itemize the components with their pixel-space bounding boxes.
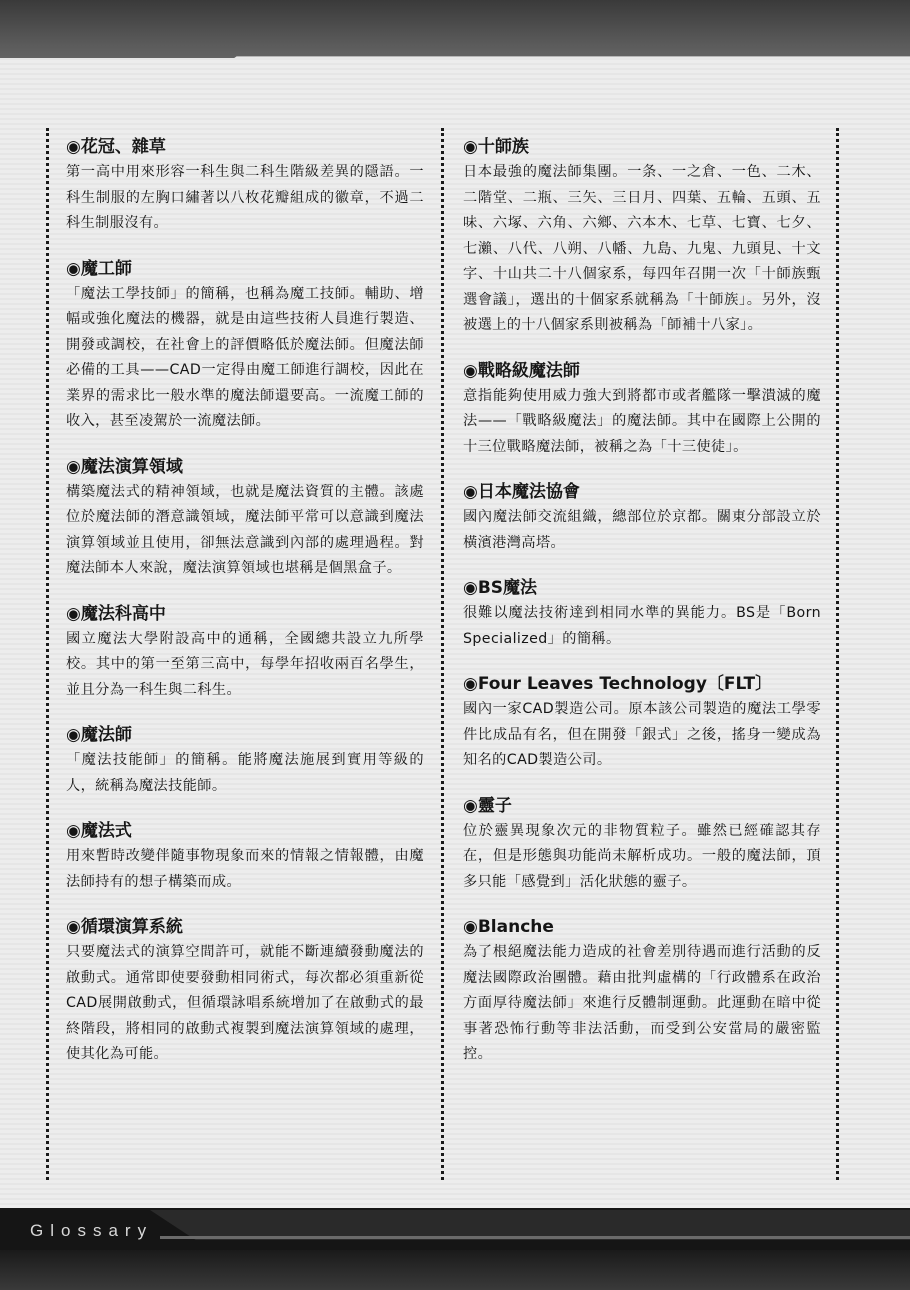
entry-description: 只要魔法式的演算空間許可，就能不斷連續發動魔法的啟動式。通常即使要發動相同術式，每次都必須重新從CAD展開啟動式，但循環詠唱系統增加了在啟動式的最終階段，將相同的啟動式複製到魔法演算領域的處理，使其化為可能。 (66, 944, 424, 1062)
glossary-entry (66, 724, 424, 799)
entry-description: 日本最強的魔法師集團。一条、一之倉、一色、二木、二階堂、二瓶、三矢、三日月、四葉、五輪、五頭、五味、六塚、六角、六鄉、六本木、七草、七寶、七夕、七瀨、八代、八朔、八幡、九島、九鬼、九頭見、十文字、十山共二十八個家系，每四年召開一次「十師族甄選會議」，選出的十個家系就稱為「十師族」。另外，沒被選上的十八個家系則被稱為「師補十八家」。 (463, 164, 821, 333)
entry-term: ◉戰略級魔法師 (463, 360, 580, 381)
glossary-entry (463, 360, 821, 461)
entry-description: 很難以魔法技術達到相同水準的異能力。BS是「Born Specialized」的簡稱。 (463, 605, 821, 647)
entry-description: 位於靈異現象次元的非物質粒子。雖然已經確認其存在，但是形態與功能尚未解析成功。一般的魔法師，頂多只能「感覺到」活化狀態的靈子。 (463, 822, 821, 890)
glossary-entry (66, 258, 424, 435)
glossary-entry (463, 916, 821, 1068)
entry-term: ◉魔工師 (66, 258, 132, 279)
entry-description: 第一高中用來形容一科生與二科生階級差異的隱語。一科生制服的左胸口繡著以八枚花瓣組成的徽章，不過二科生制服沒有。 (66, 164, 424, 231)
glossary-entry (463, 795, 821, 896)
dotted-rule-middle (441, 128, 444, 1180)
glossary-entry (463, 136, 821, 339)
entry-term: ◉日本魔法協會 (463, 482, 580, 502)
entry-term: ◉Blanche (463, 917, 554, 937)
entry-term: ◉花冠、雜草 (66, 137, 166, 157)
entry-description: 意指能夠使用威力強大到將都市或者艦隊一擊潰滅的魔法——「戰略級魔法」的魔法師。其中在國際上公開的十三位戰略魔法師，被稱之為「十三使徒」。 (463, 387, 821, 455)
glossary-entry (463, 673, 821, 774)
entry-description: 「魔法技能師」的簡稱。能將魔法施展到實用等級的人，統稱為魔法技能師。 (66, 752, 424, 794)
entry-description: 為了根絕魔法能力造成的社會差別待遇而進行活動的反魔法國際政治團體。藉由批判虛構的「行政體系在政治方面厚待魔法師」來進行反體制運動。此運動在暗中從事著恐怖行動等非法活動，而受到公安當局的嚴密監控。 (463, 944, 821, 1062)
entry-term: ◉魔法科高中 (66, 603, 166, 624)
entry-term: ◉Four Leaves Technology〔FLT〕 (463, 674, 773, 694)
glossary-column-left (66, 136, 424, 1089)
entry-term: ◉魔法演算領域 (66, 456, 183, 477)
entry-term: ◉BS魔法 (463, 578, 538, 598)
glossary-entry (463, 577, 821, 652)
footer-glossary-label: Glossary (30, 1221, 154, 1240)
glossary-column-right (463, 136, 821, 1089)
glossary-entry (66, 916, 424, 1068)
entry-description: 構築魔法式的精神領域，也就是魔法資質的主體。該處位於魔法師的潛意識領域，魔法師平常可以意識到魔法演算領域並且使用，卻無法意識到內部的處理過程。對魔法師本人來說，魔法演算領域也堪稱是個黑盒子。 (66, 483, 424, 576)
entry-term: ◉魔法師 (66, 725, 132, 745)
footer-bottom (0, 1250, 910, 1290)
entry-term: ◉魔法式 (66, 821, 132, 841)
dotted-rule-right (836, 128, 839, 1180)
entry-term: ◉循環演算系統 (66, 917, 183, 937)
entry-description: 用來暫時改變伴隨事物現象而來的情報之情報體，由魔法師持有的想子構築而成。 (66, 848, 424, 890)
glossary-entry (66, 603, 424, 704)
glossary-entry (66, 136, 424, 237)
glossary-entry (463, 481, 821, 556)
glossary-entry (66, 456, 424, 582)
entry-description: 國內魔法師交流組織，總部位於京都。關東分部設立於橫濱港灣高塔。 (463, 509, 821, 551)
entry-description: 「魔法工學技師」的簡稱，也稱為魔工技師。輔助、增幅或強化魔法的機器，就是由這些技術人員進行製造、開發或調校，在社會上的評價略低於魔法師。但魔法師必備的工具——CAD一定得由魔工師進行調校，因此在業界的需求比一般水準的魔法師還要高。一流魔工師的收入，甚至凌駕於一流魔法師。 (66, 285, 424, 429)
dotted-rule-left (46, 128, 49, 1180)
glossary-entry (66, 820, 424, 895)
entry-description: 國內一家CAD製造公司。原本該公司製造的魔法工學零件比成品有名，但在開發「銀式」之後，搖身一變成為知名的CAD製造公司。 (463, 701, 821, 768)
entry-term: ◉十師族 (463, 137, 529, 157)
entry-term: ◉靈子 (463, 795, 512, 816)
entry-description: 國立魔法大學附設高中的通稱，全國總共設立九所學校。其中的第一至第三高中，每學年招收兩百名學生，並且分為一科生與二科生。 (66, 630, 424, 698)
footer-rule (160, 1236, 910, 1239)
